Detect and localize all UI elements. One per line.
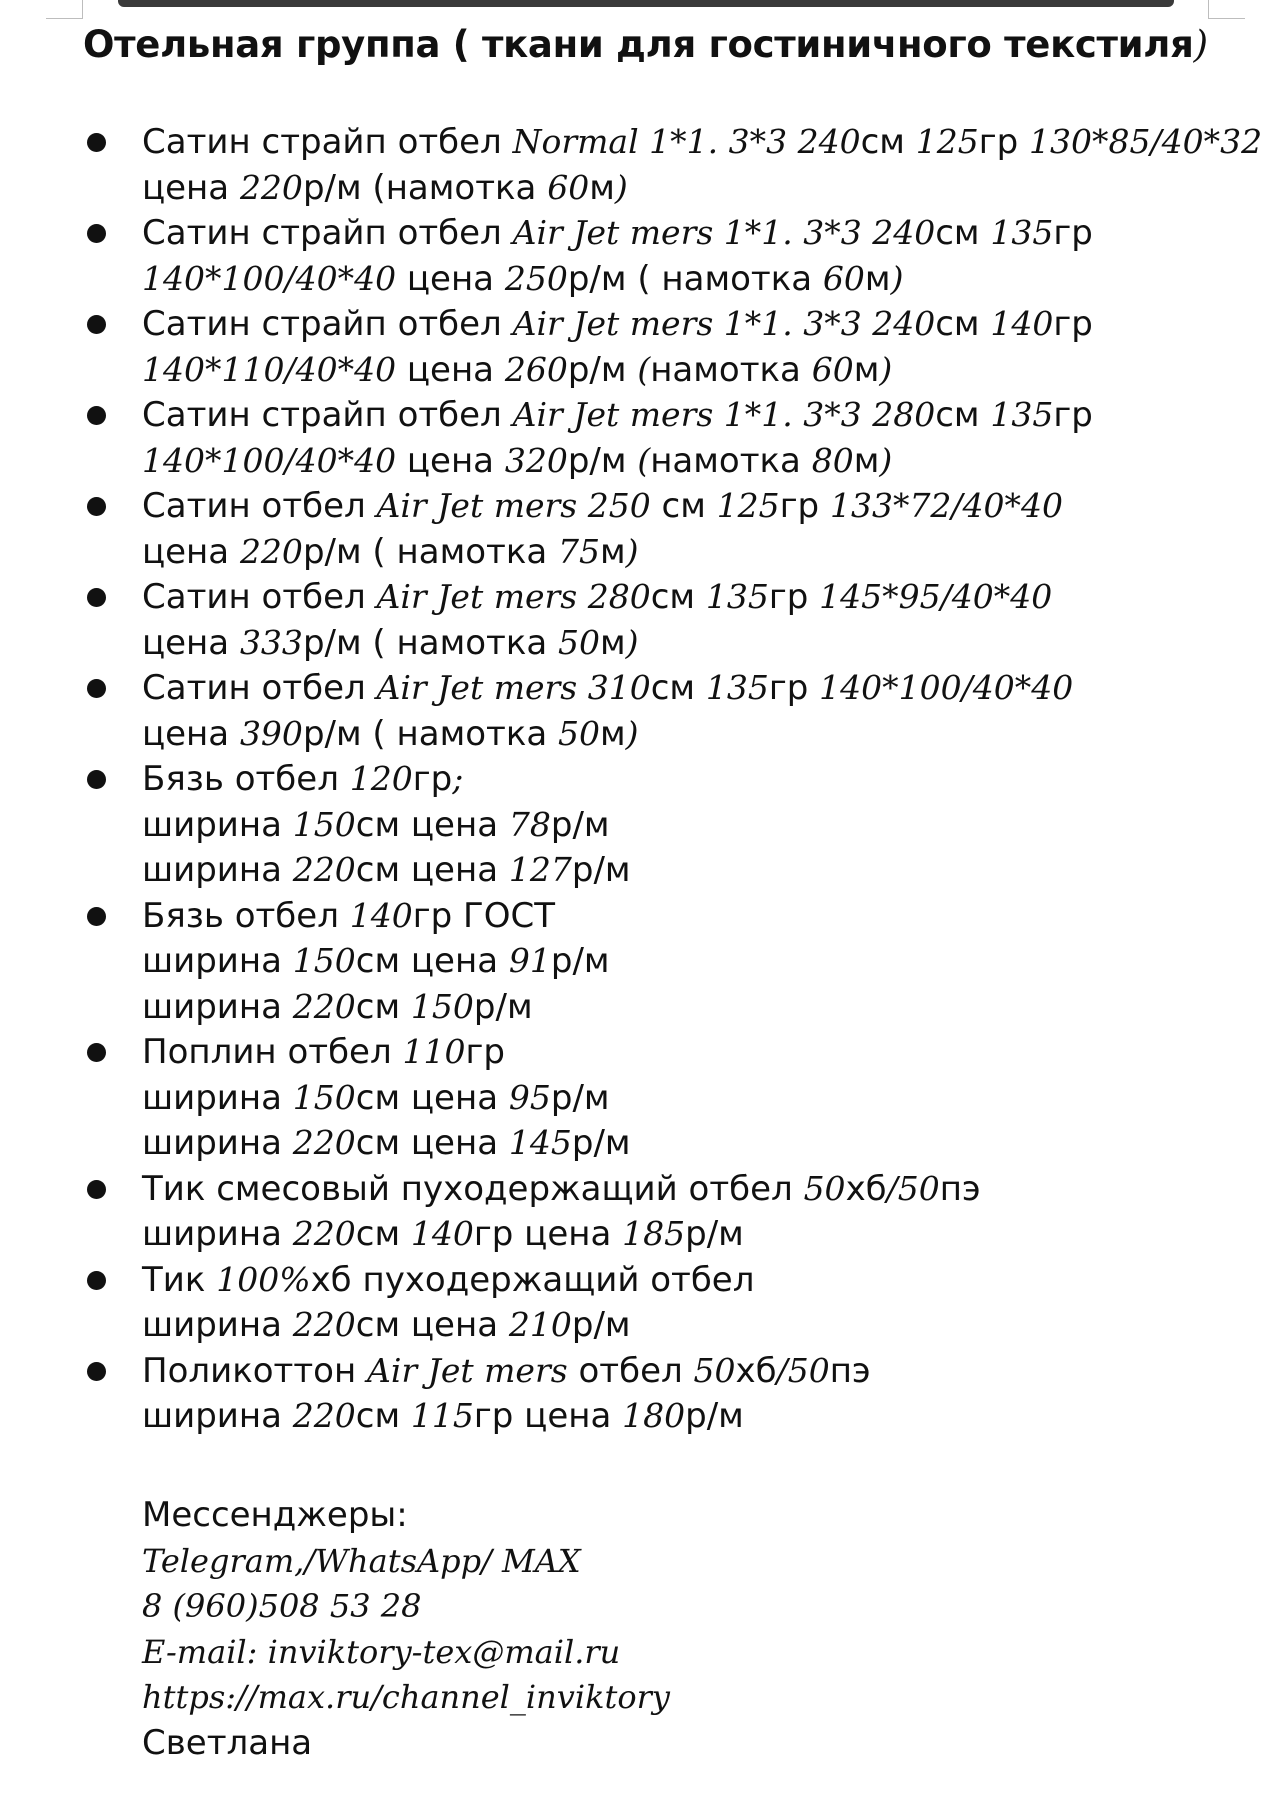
item-line	[142, 711, 1287, 757]
item-value: 135	[705, 577, 769, 616]
item-value: 220	[292, 1214, 356, 1253]
item-value: 220	[292, 986, 356, 1026]
item-value: 80	[811, 440, 854, 480]
item-text: Поплин отбел	[142, 1032, 403, 1072]
item-line	[142, 847, 1287, 893]
item-value: 140*100/40*40	[142, 440, 397, 480]
item-text: р/м	[567, 440, 638, 481]
item-text: гр	[465, 1032, 505, 1072]
item-text: цена	[142, 167, 240, 208]
item-line	[142, 438, 1287, 484]
item-line	[142, 210, 1287, 256]
item-line	[142, 938, 1287, 984]
item-text: р/м ( намотка	[302, 531, 559, 572]
item-value: 135	[990, 213, 1054, 252]
item-text: Бязь отбел	[142, 895, 350, 936]
item-text: ширина	[142, 1396, 293, 1436]
item-text: Сатин страйп отбел	[142, 122, 513, 162]
item-text: Тик	[142, 1259, 217, 1300]
item-text: гр	[1053, 304, 1093, 344]
item-text: р/м	[550, 1077, 610, 1118]
item-value: 110	[402, 1032, 466, 1071]
bullet-icon	[87, 907, 106, 926]
item-line	[142, 1075, 1287, 1121]
item-line	[142, 984, 1287, 1030]
item-text: р/м	[550, 941, 610, 981]
title-end: )	[1193, 23, 1208, 66]
item-line	[142, 1393, 1287, 1439]
item-text: цена	[396, 440, 505, 481]
item-line	[142, 301, 1287, 347]
item-text: Сатин страйп отбел	[142, 304, 513, 344]
item-text: цена	[142, 713, 240, 754]
bullet-icon	[87, 1362, 106, 1381]
item-text: цена	[396, 258, 505, 299]
item-text: Сатин страйп отбел	[142, 395, 513, 435]
item-text: см цена	[355, 850, 509, 890]
item-line	[142, 1302, 1287, 1348]
item-text: см	[355, 986, 411, 1027]
item-text: см	[935, 304, 991, 344]
item-value: /50	[886, 1168, 940, 1208]
item-value: )	[890, 258, 904, 298]
item-value: 91	[508, 941, 551, 980]
item-text: р/м ( намотка	[302, 713, 559, 754]
item-line	[142, 1029, 1287, 1075]
list-item	[0, 119, 1287, 210]
item-line	[142, 665, 1287, 711]
item-value: Air Jet mers 250	[376, 486, 651, 525]
item-value: 185	[622, 1214, 686, 1253]
item-value: 220	[292, 850, 356, 889]
item-value: 127	[508, 850, 572, 889]
item-line	[142, 1120, 1287, 1166]
contacts-heading: Мессенджеры:	[142, 1495, 408, 1535]
bullet-icon	[87, 679, 106, 698]
item-text: гр	[768, 668, 820, 708]
item-text: см цена	[355, 1123, 509, 1163]
list-item	[0, 1029, 1287, 1166]
item-text: см цена	[355, 804, 509, 845]
item-text: гр	[768, 577, 820, 617]
email-address: E-mail: inviktory-tex@mail.ru	[142, 1632, 621, 1671]
list-item	[0, 483, 1287, 574]
item-value: )	[879, 440, 893, 480]
item-text: ширина	[142, 1305, 293, 1345]
item-line	[142, 347, 1287, 393]
item-value: 95	[508, 1077, 551, 1117]
bullet-icon	[87, 588, 106, 607]
item-text: р/м	[571, 1123, 631, 1163]
item-text: Бязь отбел	[142, 759, 350, 799]
item-text: ширина	[142, 804, 293, 845]
bullet-icon	[87, 133, 106, 152]
bullet-icon	[87, 1180, 106, 1199]
item-line	[142, 1166, 1287, 1212]
item-value: Air Jet mers 1*1. 3*3 240	[512, 213, 936, 252]
item-value: Air Jet mers	[366, 1350, 568, 1390]
item-text: цена	[396, 349, 505, 390]
list-item	[0, 893, 1287, 1030]
item-text: см	[650, 486, 717, 526]
item-value: 180	[622, 1396, 686, 1435]
item-value: 60	[822, 258, 865, 298]
contacts-block	[142, 1493, 670, 1766]
item-value: 125	[915, 122, 979, 161]
item-text: р/м ( намотка	[302, 622, 559, 663]
item-text: намотка	[650, 349, 812, 390]
item-value: 140*100/40*40	[819, 668, 1074, 707]
item-text: Сатин отбел	[142, 486, 377, 526]
item-text: р/м	[571, 1305, 631, 1345]
item-value: 78	[508, 804, 551, 844]
bullet-icon	[87, 1043, 106, 1062]
item-line	[142, 392, 1287, 438]
item-line	[142, 802, 1287, 848]
item-value: 140*100/40*40	[142, 258, 397, 298]
item-text: Поликоттон	[142, 1350, 367, 1391]
item-line	[142, 1348, 1287, 1394]
item-text: намотка	[650, 440, 812, 481]
item-value: 133*72/40*40	[829, 486, 1064, 525]
item-text: ширина	[142, 941, 293, 981]
item-line	[142, 119, 1287, 165]
item-line	[142, 893, 1287, 939]
phone-number: 8 (960)508 53 28	[142, 1587, 422, 1625]
item-text: гр	[412, 759, 453, 799]
item-text: хб	[845, 1168, 887, 1209]
item-value: 125	[716, 486, 780, 525]
item-text: м	[600, 713, 626, 754]
item-text: пэ	[829, 1350, 871, 1391]
list-item	[0, 665, 1287, 756]
item-value: 150	[410, 986, 474, 1026]
item-value: 50	[803, 1168, 846, 1208]
item-value: Air Jet mers 280	[376, 577, 651, 616]
channel-link: https://max.ru/channel_inviktory	[142, 1678, 670, 1716]
item-text: ширина	[142, 1214, 293, 1254]
item-text: гр ГОСТ	[412, 895, 556, 936]
item-text: гр	[978, 122, 1029, 162]
item-value: 390	[239, 713, 303, 753]
item-line	[142, 756, 1287, 802]
item-text: ширина	[142, 1077, 293, 1118]
item-value: )	[614, 167, 628, 207]
item-value: 260	[504, 349, 568, 389]
list-item	[0, 210, 1287, 301]
item-line	[142, 256, 1287, 302]
top-scroll-bar	[118, 0, 1174, 7]
bullet-icon	[87, 1271, 106, 1290]
list-item	[0, 1166, 1287, 1257]
item-value: 145*95/40*40	[819, 577, 1053, 616]
item-value: 220	[239, 531, 303, 571]
item-text: хб	[735, 1350, 777, 1391]
item-text: ширина	[142, 850, 293, 890]
item-text: см	[650, 668, 706, 708]
item-text: см	[935, 395, 991, 435]
item-text: гр	[779, 486, 830, 526]
item-value: 50	[693, 1350, 736, 1390]
item-value: 135	[990, 395, 1054, 434]
item-value: 320	[504, 440, 568, 480]
item-text: отбел	[567, 1350, 694, 1391]
bullet-icon	[87, 770, 106, 789]
list-item	[0, 1257, 1287, 1348]
item-value: 140	[410, 1214, 474, 1253]
item-line	[142, 620, 1287, 666]
title-main: Отельная группа ( ткани для гостиничного текстиля	[83, 23, 1194, 66]
item-value: 220	[292, 1123, 356, 1162]
item-text: м	[853, 440, 880, 481]
item-value: )	[625, 622, 639, 662]
list-item	[0, 756, 1287, 893]
item-text: см	[650, 577, 706, 617]
item-value: 130*85/40*32	[1029, 122, 1263, 161]
item-line	[142, 1257, 1287, 1303]
item-value: 333	[239, 622, 303, 662]
item-value: 60	[811, 349, 854, 389]
item-line	[142, 529, 1287, 575]
item-text: см	[860, 122, 916, 162]
page-title	[83, 20, 1263, 70]
item-line	[142, 483, 1287, 529]
item-value: 220	[292, 1305, 356, 1344]
item-text: Сатин страйп отбел	[142, 213, 513, 253]
item-text: гр	[1053, 395, 1093, 435]
item-text: Тик смесовый пуходержащий отбел	[142, 1168, 804, 1209]
item-value: )	[879, 349, 893, 389]
item-text: цена	[142, 622, 240, 663]
item-text: см	[355, 1396, 411, 1436]
item-value: 60	[547, 167, 590, 207]
item-text: Сатин отбел	[142, 668, 377, 708]
item-text: р/м (намотка	[302, 167, 548, 208]
item-text: см	[935, 213, 991, 253]
item-value: 140*110/40*40	[142, 349, 397, 389]
item-value: 115	[410, 1396, 474, 1435]
item-value: Normal 1*1. 3*3 240	[512, 122, 861, 161]
item-text: р/м	[685, 1396, 744, 1436]
item-value: 150	[292, 941, 356, 980]
bullet-icon	[87, 406, 106, 425]
item-value: (	[637, 349, 651, 389]
list-item	[0, 301, 1287, 392]
item-text: р/м	[567, 349, 638, 390]
item-text: цена	[142, 531, 240, 572]
item-text: р/м	[473, 986, 533, 1027]
item-line	[142, 1211, 1287, 1257]
bullet-icon	[87, 497, 106, 516]
item-value: 120	[349, 759, 413, 798]
item-value: 220	[239, 167, 303, 207]
item-text: пэ	[939, 1168, 981, 1209]
item-text: м	[853, 349, 880, 390]
contact-name: Светлана	[142, 1722, 313, 1763]
item-text: гр цена	[473, 1396, 623, 1436]
item-text: хб пуходержащий отбел	[310, 1259, 755, 1300]
item-text: м	[600, 622, 626, 663]
item-value: (	[637, 440, 651, 480]
product-list	[0, 119, 1287, 1439]
item-line	[142, 574, 1287, 620]
item-value: 140	[349, 895, 413, 935]
item-value: 50	[558, 713, 601, 753]
item-text: Сатин отбел	[142, 577, 377, 617]
item-line	[142, 165, 1287, 211]
item-value: 250	[504, 258, 568, 298]
item-text: м	[864, 258, 891, 299]
item-value: 220	[292, 1396, 356, 1435]
item-value: )	[625, 531, 639, 571]
item-value: 135	[705, 668, 769, 707]
page-corner-mark-right	[1208, 0, 1245, 19]
item-text: м	[589, 167, 615, 208]
item-value: )	[625, 713, 639, 753]
item-text: р/м ( намотка	[567, 258, 823, 299]
messengers-text: Telegram,/WhatsApp/ MAX	[142, 1541, 581, 1580]
item-value: /50	[776, 1350, 830, 1390]
list-item	[0, 574, 1287, 665]
item-value: ;	[452, 759, 464, 798]
item-value: 150	[292, 1077, 356, 1117]
item-value: 100%	[216, 1259, 311, 1299]
page-corner-mark-left	[46, 0, 83, 19]
item-value: 210	[508, 1305, 572, 1344]
item-value: Air Jet mers 1*1. 3*3 280	[512, 395, 936, 434]
item-text: см	[355, 1214, 411, 1254]
item-text: р/м	[685, 1214, 744, 1254]
bullet-icon	[87, 224, 106, 243]
item-text: см цена	[355, 1305, 509, 1345]
item-text: р/м	[571, 850, 631, 890]
item-value: 75	[558, 531, 601, 571]
item-text: м	[600, 531, 626, 572]
item-text: гр цена	[473, 1214, 623, 1254]
item-text: см цена	[355, 941, 509, 981]
item-value: Air Jet mers 1*1. 3*3 240	[512, 304, 936, 343]
item-value: 150	[292, 804, 356, 844]
item-value: Air Jet mers 310	[376, 668, 651, 707]
item-value: 145	[508, 1123, 572, 1162]
item-value: 50	[558, 622, 601, 662]
bullet-icon	[87, 315, 106, 334]
item-text: ширина	[142, 1123, 293, 1163]
list-item	[0, 392, 1287, 483]
item-text: см цена	[355, 1077, 509, 1118]
item-text: р/м	[550, 804, 610, 845]
item-text: ширина	[142, 986, 293, 1027]
list-item	[0, 1348, 1287, 1439]
item-text: гр	[1053, 213, 1093, 253]
item-value: 140	[990, 304, 1054, 343]
